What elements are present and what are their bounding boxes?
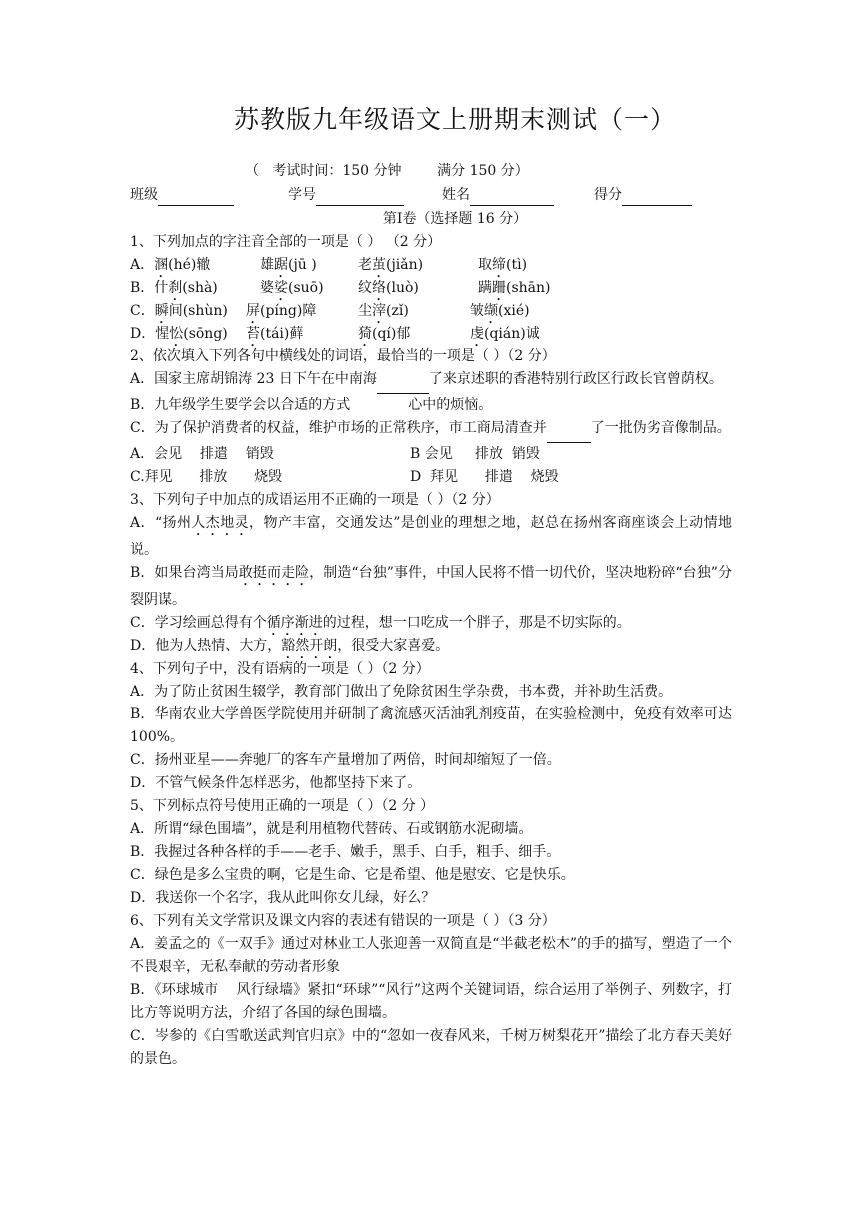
score-label: 得分	[594, 187, 622, 203]
q4-option-b: B．华南农业大学兽医学院使用并研制了禽流感灭活油乳剂疫苗，在实验检测中，免疫有效率可达 100%。	[130, 706, 732, 746]
q2-sentence-b: B．九年级学生要学会以合适的方式 心中的烦恼。	[130, 394, 732, 417]
q3-option-c: C．学习绘画总得有个循序渐进的过程，想一口吃成一个胖子，那是不切实际的。	[130, 614, 631, 631]
number-blank[interactable]	[316, 189, 404, 206]
name-blank[interactable]	[470, 189, 554, 206]
q6-option-b: B．《环球城市 风行绿墙》紧扣“环球”“风行”这两个关键词语，综合运用了举例子、列数字，打比方等说明方法，介绍了各国的绿色围墙。	[130, 981, 732, 1021]
q2-sentence-c: C．为了保护消费者的权益，维护市场的正常秩序，市工商局清查并 了一批伪劣音像制品。	[130, 417, 732, 443]
q2-options-row-2	[130, 466, 732, 489]
q3-option-a: A．“扬州人杰地灵，物产丰富，交通发达”是创业的理想之地，赵总在扬州客商座谈会上动情地说。	[130, 514, 733, 558]
q1-option-a: A．溷(hé)辙 雄踞(jū ) 老茧(jiǎn) 取缔(tì)	[130, 256, 528, 273]
exam-subtitle: （ 考试时间：150 分钟 满分 150 分）	[245, 163, 529, 179]
q5-option-c: C．绿色是多么宝贵的啊，它是生命、它是希望、他是慰安、它是快乐。	[130, 866, 575, 883]
q2-option-d[interactable]: D 拜见 排遣 烧毁	[410, 469, 559, 486]
q2-option-c[interactable]: C.拜见 排放 烧毁	[130, 469, 283, 486]
q6-stem: 6、下列有关文学常识及课文内容的表述有错误的一项是（ ）（3 分）	[130, 912, 556, 929]
q2-blank-a[interactable]	[377, 370, 429, 394]
q3-option-b: B．如果台湾当局敢挺而走险，制造“台独”事件，中国人民将不惜一切代价，坚决地粉碎“台独”分裂阴谋。	[130, 564, 733, 608]
q2-blank-b[interactable]	[350, 396, 408, 417]
question-list	[130, 231, 732, 1071]
number-field[interactable]	[288, 184, 404, 206]
name-label: 姓名	[442, 187, 470, 203]
q6-option-a: A．姜孟之的《一双手》通过对林业工人张迎善一双简直是“半截老松木”的手的描写，塑造了一个不畏艰辛，无私奉献的劳动者形象	[130, 935, 732, 975]
q2-option-b[interactable]: B 会见 排放 销毁	[410, 446, 540, 463]
page-title: 苏教版九年级语文上册期末测试（一）	[233, 105, 676, 134]
q5-stem: 5、下列标点符号使用正确的一项是（ ）（2 分 ）	[130, 798, 435, 815]
class-field[interactable]	[130, 184, 234, 206]
section-title: 第Ⅰ卷（选择题 16 分）	[382, 211, 528, 227]
q4-option-d: D．不管气候条件怎样恶劣，他都坚持下来了。	[130, 775, 422, 792]
q2-stem: 2、依次填入下列各句中横线处的词语，最恰当的一项是（ ）（2 分）	[130, 348, 556, 365]
q2-option-a[interactable]: A．会见 排遣 销毁	[130, 446, 274, 463]
class-label: 班级	[130, 187, 158, 203]
q5-option-d: D．我送你一个名字，我从此叫你女儿绿，好么？	[130, 889, 436, 906]
q1-option-b: B．什刹(shà) 婆娑(suō) 纹络(luò) 蹒跚(shān)	[130, 279, 551, 296]
q2-sentence-a: A．国家主席胡锦涛 23 日下午在中南海 了来京述职的香港特别行政区行政长官曾荫权。	[130, 368, 732, 394]
q1-stem: 1、下列加点的字注音全部的一项是（ ） （2 分）	[130, 234, 442, 250]
class-blank[interactable]	[158, 189, 234, 206]
q1-option-d: D．惺忪(sōng) 苔(tái)藓 猗(qí)郁 虔(qián)诚	[130, 325, 540, 342]
q3-option-d: D．他为人热情、大方，豁然开朗，很受大家喜爱。	[130, 637, 450, 654]
q4-stem: 4、下列句子中，没有语病的一项是（ ）（2 分）	[130, 660, 430, 677]
q1-option-c: C．瞬间(shùn) 屏(píng)障 尘滓(zǐ) 皱缬(xié)	[130, 302, 530, 319]
q5-option-b: B．我握过各种各样的手——老手、嫩手，黑手、白手，粗手、细手。	[130, 844, 561, 861]
q4-option-a: A．为了防止贫困生辍学，教育部门做出了免除贫困生学杂费，书本费，并补助生活费。	[130, 683, 673, 700]
q2-options-row-1	[130, 443, 732, 466]
q3-stem: 3、下列句子中加点的成语运用不正确的一项是（ ）（2 分）	[130, 492, 500, 509]
score-blank[interactable]	[622, 189, 692, 206]
score-field[interactable]	[594, 184, 692, 206]
q2-blank-c[interactable]	[547, 419, 591, 443]
name-field[interactable]	[442, 184, 554, 206]
q6-option-c: C．岑参的《白雪歌送武判官归京》中的“忽如一夜春风来，千树万树梨花开”描绘了北方春天美好的景色。	[130, 1027, 732, 1067]
q4-option-c: C．扬州亚星——奔驰厂的客车产量增加了两倍，时间却缩短了一倍。	[130, 752, 561, 769]
number-label: 学号	[288, 187, 316, 203]
q5-option-a: A．所谓“绿色围墙”，就是利用植物代替砖、石或钢筋水泥砌墙。	[130, 821, 533, 838]
student-info-row	[130, 184, 750, 206]
